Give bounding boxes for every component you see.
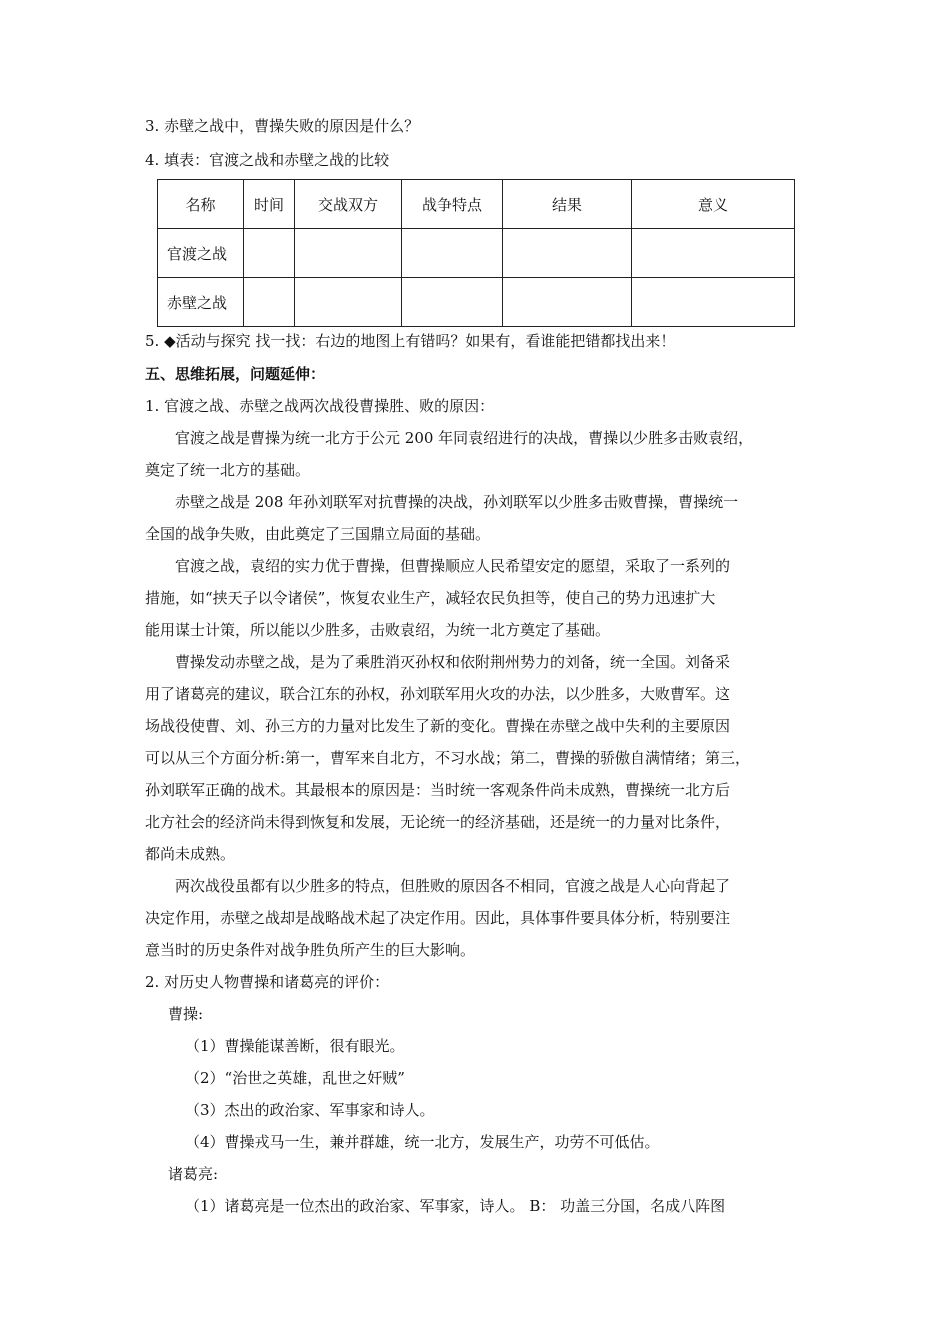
- paragraph-line: 措施，如“挟天子以令诸侯”，恢复农业生产，减轻农民负担等，使自己的势力迅速扩大: [145, 589, 716, 607]
- paragraph-line: 全国的战争失败，由此奠定了三国鼎立局面的基础。: [145, 525, 491, 543]
- item-1-title: 1. 官渡之战、赤壁之战两次战役曹操胜、败的原因：: [145, 397, 495, 415]
- paragraph-line: 意当时的历史条件对战争胜负所产生的巨大影响。: [145, 941, 476, 959]
- paragraph-line: 北方社会的经济尚未得到恢复和发展，无论统一的经济基础，还是统一的力量对比条件，: [145, 813, 731, 831]
- table-header-cell: 意义: [632, 180, 795, 229]
- paragraph-line: 官渡之战，袁绍的实力优于曹操，但曹操顺应人民希望安定的愿望，采取了一系列的: [175, 557, 731, 575]
- table-cell: [402, 229, 503, 278]
- question-4: 4. 填表：官渡之战和赤壁之战的比较: [145, 151, 390, 169]
- paragraph-line: 决定作用，赤壁之战却是战略战术起了决定作用。因此，具体事件要具体分析，特别要注: [145, 909, 731, 927]
- item-2-title: 2. 对历史人物曹操和诸葛亮的评价：: [145, 973, 390, 991]
- paragraph-line: 官渡之战是曹操为统一北方于公元 200 年同袁绍进行的决战，曹操以少胜多击败袁绍，: [175, 429, 754, 447]
- list-item: （3）杰出的政治家、军事家和诗人。: [185, 1101, 435, 1119]
- paragraph-line: 用了诸葛亮的建议，联合江东的孙权，孙刘联军用火攻的办法，以少胜多，大败曹军。这: [145, 685, 731, 703]
- paragraph-line: 赤壁之战是 208 年孙刘联军对抗曹操的决战，孙刘联军以少胜多击败曹操，曹操统一: [175, 493, 739, 511]
- paragraph-line: 两次战役虽都有以少胜多的特点，但胜败的原因各不相同，官渡之战是人心向背起了: [175, 877, 731, 895]
- paragraph-line: 场战役使曹、刘、孙三方的力量对比发生了新的变化。曹操在赤壁之战中失利的主要原因: [145, 717, 731, 735]
- table-header-cell: 名称: [158, 180, 244, 229]
- cao-label: 曹操:: [168, 1005, 204, 1023]
- question-5: 5. ◆活动与探究 找一找：右边的地图上有错吗？如果有，看谁能把错都找出来！: [145, 332, 676, 350]
- comparison-table: [157, 179, 795, 327]
- table-cell: [503, 278, 632, 327]
- table-cell: [632, 278, 795, 327]
- paragraph-line: 能用谋士计策，所以能以少胜多，击败袁绍，为统一北方奠定了基础。: [145, 621, 611, 639]
- table-cell: [295, 278, 402, 327]
- paragraph-line: 可以从三个方面分析:第一，曹军来自北方，不习水战；第二，曹操的骄傲自满情绪；第三，: [145, 749, 751, 767]
- list-item: （1）曹操能谋善断，很有眼光。: [185, 1037, 405, 1055]
- table-cell: [503, 229, 632, 278]
- table-header-cell: 结果: [503, 180, 632, 229]
- table-header-cell: 战争特点: [402, 180, 503, 229]
- table-header-row: [158, 180, 795, 229]
- table-row: [158, 278, 795, 327]
- table-row-label: 官渡之战: [158, 229, 244, 278]
- table-row: [158, 229, 795, 278]
- table-cell: [295, 229, 402, 278]
- list-item: （4）曹操戎马一生，兼并群雄，统一北方，发展生产，功劳不可低估。: [185, 1133, 660, 1151]
- zhuge-label: 诸葛亮:: [168, 1165, 219, 1183]
- question-3: 3. 赤壁之战中，曹操失败的原因是什么？: [145, 117, 420, 135]
- table-cell: [632, 229, 795, 278]
- paragraph-line: 奠定了统一北方的基础。: [145, 461, 311, 479]
- table-cell: [402, 278, 503, 327]
- paragraph-line: 曹操发动赤壁之战，是为了乘胜消灭孙权和依附荆州势力的刘备，统一全国。刘备采: [175, 653, 731, 671]
- table-header-cell: 时间: [244, 180, 295, 229]
- list-item: （2）“治世之英雄，乱世之奸贼”: [185, 1069, 405, 1087]
- table-cell: [244, 278, 295, 327]
- paragraph-line: 孙刘联军正确的战术。其最根本的原因是：当时统一客观条件尚未成熟，曹操统一北方后: [145, 781, 731, 799]
- table-cell: [244, 229, 295, 278]
- paragraph-line: 都尚未成熟。: [145, 845, 236, 863]
- table-row-label: 赤壁之战: [158, 278, 244, 327]
- section-heading: 五、思维拓展，问题延伸：: [145, 365, 326, 383]
- table-header-cell: 交战双方: [295, 180, 402, 229]
- list-item: （1）诸葛亮是一位杰出的政治家、军事家，诗人。 B： 功盖三分国，名成八阵图: [185, 1197, 726, 1215]
